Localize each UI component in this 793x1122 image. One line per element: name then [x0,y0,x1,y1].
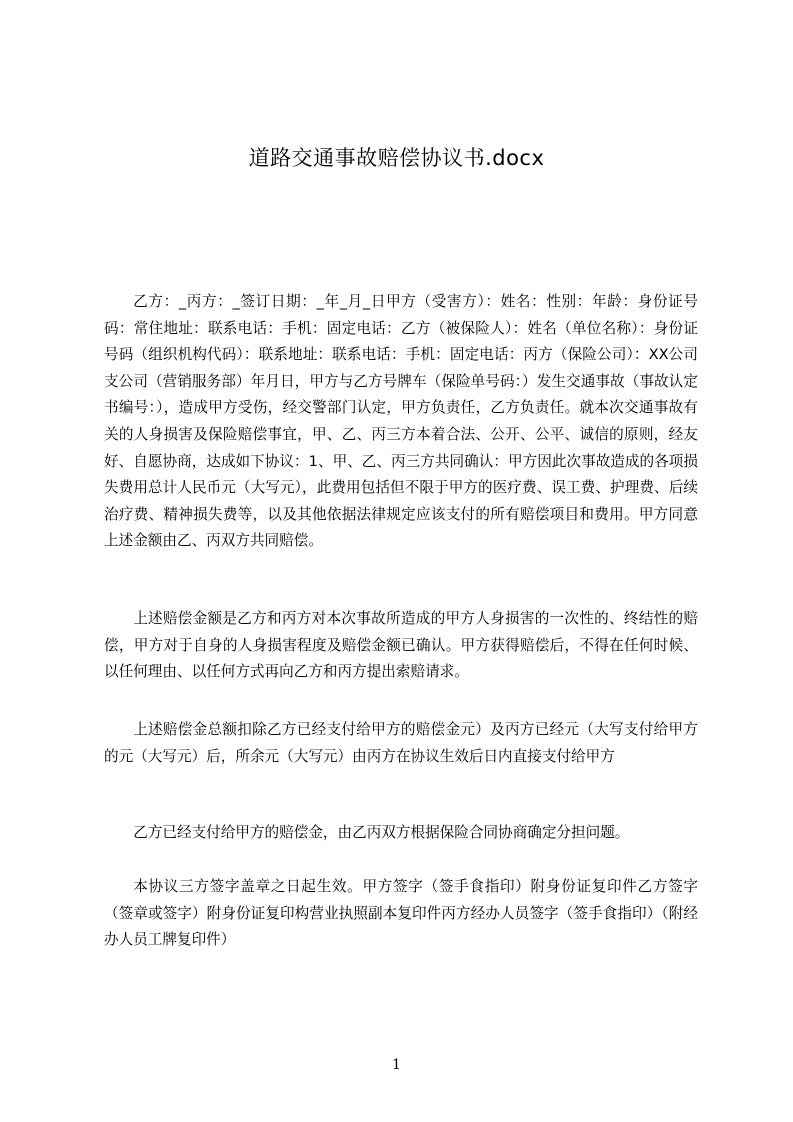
paragraph-payment-terms: 上述赔偿金总额扣除乙方已经支付给甲方的赔偿金元）及丙方已经元（大写支付给甲方的元（大写元）后，所余元（大写元）由丙方在协议生效后日内直接支付给甲方 [104,721,698,765]
document-title: 道路交通事故赔偿协议书.docx [248,146,545,170]
paragraph-parties-and-agreement: 乙方：_丙方：_签订日期：_年_月_日甲方（受害方）：姓名：性别：年龄：身份证号码：常住地址：联系电话：手机：固定电话：乙方（被保险人）：姓名（单位名称）：身份证号码（组织机构代码）：联系地址：联系电话：手机：固定电话：丙方（保险公司）：XX公司支公司（营销服务部）年月日，甲方与乙方号牌车（保险单号码：）发生交通事故（事故认定书编号：），造成甲方受伤，经交警部门认定，甲方负责任，乙方负责任。就本次交通事故有关的人身损害及保险赔偿事宜，甲、乙、丙三方本着合法、公开、公平、诚信的原则，经友好、自愿协商，达成如下协议：1、甲、乙、丙三方共同确认：甲方因此次事故造成的各项损失费用总计人民币元（大写元），此费用包括但不限于甲方的医疗费、误工费、护理费、后续治疗费、精神损失费等，以及其他依据法律规定应该支付的所有赔偿项目和费用。甲方同意上述金额由乙、丙双方共同赔偿。 [104,293,698,550]
paragraph-cost-sharing: 乙方已经支付给甲方的赔偿金，由乙丙双方根据保险合同协商确定分担问题。 [133,824,630,841]
paragraph-signatures: 本协议三方签字盖章之日起生效。甲方签字（签手食指印）附身份证复印件乙方签字（签章或签字）附身份证复印构营业执照副本复印件丙方经办人员签字（签手食指印）（附经办人员工牌复印件） [104,878,698,949]
page-number: 1 [392,1057,401,1073]
paragraph-final-settlement: 上述赔偿金额是乙方和丙方对本次事故所造成的甲方人身损害的一次性的、终结性的赔偿，甲方对于自身的人身损害程度及赔偿金额已确认。甲方获得赔偿后，不得在任何时候、以任何理由、以任何方式再向乙方和丙方提出索赔请求。 [104,610,698,681]
